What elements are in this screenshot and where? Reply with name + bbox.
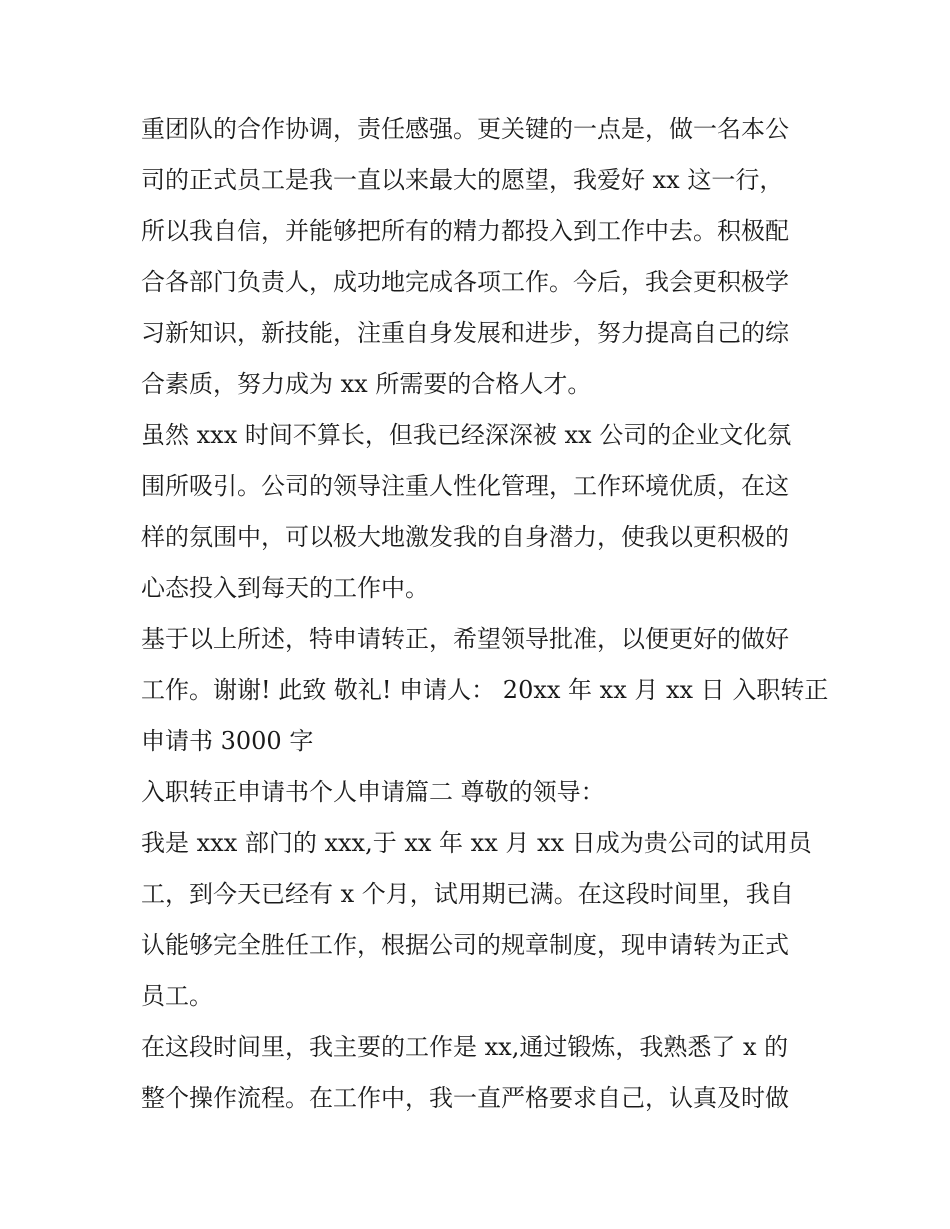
text-line: 认能够完全胜任工作，根据公司的规章制度，现申请转为正式 [141, 931, 789, 959]
text-line: 所以我自信，并能够把所有的精力都投入到工作中去。积极配 [141, 217, 789, 245]
text-line: 习新知识，新技能，注重自身发展和进步，努力提高自己的综 [141, 319, 789, 347]
text-line: 样的氛围中，可以极大地激发我的自身潜力，使我以更积极的 [141, 523, 789, 551]
text-line: 整个操作流程。在工作中，我一直严格要求自己，认真及时做 [141, 1084, 789, 1112]
text-line: 虽然 xxx 时间不算长，但我已经深深被 xx 公司的企业文化氛 [141, 421, 792, 449]
section-heading: 入职转正申请书个人申请篇二 尊敬的领导： [141, 778, 605, 806]
text-line: 员工。 [141, 982, 213, 1010]
text-line: 合各部门负责人，成功地完成各项工作。今后，我会更积极学 [141, 268, 789, 296]
text-line: 心态投入到每天的工作中。 [141, 574, 429, 602]
text-line: 合素质，努力成为 xx 所需要的合格人才。 [141, 370, 592, 398]
text-line: 围所吸引。公司的领导注重人性化管理，工作环境优质，在这 [141, 472, 789, 500]
text-line: 我是 xxx 部门的 xxx,于 xx 年 xx 月 xx 日成为贵公司的试用员 [141, 829, 812, 857]
text-line: 司的正式员工是我一直以来最大的愿望，我爱好 xx 这一行， [141, 166, 784, 194]
text-line: 申请书 3000 字 [141, 727, 314, 755]
document-body [141, 108, 829, 1128]
text-line: 基于以上所述，特申请转正，希望领导批准，以便更好的做好 [141, 625, 789, 653]
text-line: 工，到今天已经有 x 个月，试用期已满。在这段时间里，我自 [141, 880, 794, 908]
text-line: 重团队的合作协调，责任感强。更关键的一点是，做一名本公 [141, 115, 789, 143]
text-line: 在这段时间里，我主要的工作是 xx,通过锻炼，我熟悉了 x 的 [141, 1033, 789, 1061]
text-line: 工作。谢谢! 此致 敬礼! 申请人： 20xx 年 xx 月 xx 日 入职转正 [141, 676, 829, 704]
